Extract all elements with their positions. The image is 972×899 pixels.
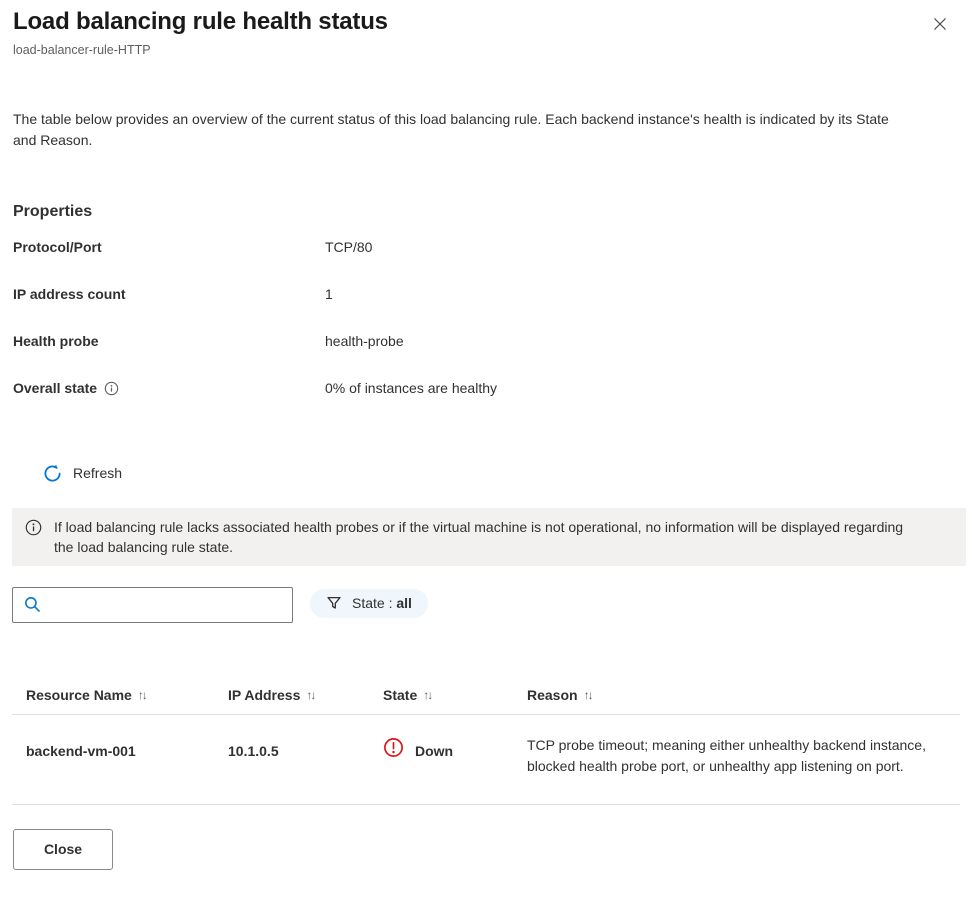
error-state-icon xyxy=(383,737,404,758)
sort-icon: ↑↓ xyxy=(583,688,592,702)
sort-icon: ↑↓ xyxy=(137,688,146,702)
property-row-overall-state xyxy=(13,380,960,401)
filter-toolbar xyxy=(12,587,960,623)
search-box xyxy=(12,587,293,623)
panel-header xyxy=(0,0,972,57)
property-value: 1 xyxy=(325,286,333,302)
property-value: TCP/80 xyxy=(325,239,373,255)
state-filter-prefix: State : xyxy=(352,595,397,611)
page-title: Load balancing rule health status xyxy=(13,8,388,35)
property-label: Health probe xyxy=(13,333,99,349)
reason-cell: TCP probe timeout; meaning either unhealthy backend instance, blocked health probe port, or unhealthy app listening on port. xyxy=(527,736,926,774)
sort-icon: ↑↓ xyxy=(423,688,432,702)
info-banner xyxy=(12,508,966,566)
properties-heading: Properties xyxy=(13,203,93,220)
refresh-icon xyxy=(43,464,62,483)
state-cell xyxy=(383,735,527,777)
column-header-resource-name[interactable]: Resource Name ↑↓ xyxy=(26,687,146,703)
search-icon xyxy=(23,595,42,614)
backend-health-table xyxy=(12,677,960,805)
property-label: Protocol/Port xyxy=(13,239,102,255)
description-text: The table below provides an overview of the current status of this load balancing rule. Each backend instance's health is indicated by its State and Reason. xyxy=(13,111,889,148)
ip-address-cell: 10.1.0.5 xyxy=(228,742,279,759)
info-tooltip-icon[interactable] xyxy=(104,381,119,396)
property-label: Overall state xyxy=(13,380,98,396)
filter-funnel-icon xyxy=(326,595,342,611)
column-header-state[interactable]: State ↑↓ xyxy=(383,687,432,703)
table-row xyxy=(12,715,960,805)
column-header-ip-address[interactable]: IP Address ↑↓ xyxy=(228,687,315,703)
page-subtitle: load-balancer-rule-HTTP xyxy=(13,43,151,57)
refresh-label: Refresh xyxy=(73,465,123,481)
panel-footer xyxy=(13,829,960,870)
column-header-reason[interactable]: Reason ↑↓ xyxy=(527,687,592,703)
state-filter-pill[interactable] xyxy=(310,589,428,618)
properties-list xyxy=(13,239,960,401)
refresh-button[interactable] xyxy=(43,463,122,483)
search-input[interactable] xyxy=(50,588,292,622)
close-panel-button[interactable] xyxy=(929,13,951,35)
info-banner-text: If load balancing rule lacks associated health probes or if the virtual machine is not operational, no information will be displayed regarding the load balancing rule state. xyxy=(54,518,904,555)
state-filter-value: all xyxy=(396,595,412,611)
close-icon xyxy=(932,16,948,32)
close-button[interactable]: Close xyxy=(13,829,113,870)
state-label: Down xyxy=(415,742,454,759)
property-row-ip-address-count xyxy=(13,286,960,307)
property-label: IP address count xyxy=(13,286,126,302)
property-row-protocol-port xyxy=(13,239,960,260)
property-value: 0% of instances are healthy xyxy=(325,380,497,396)
property-row-health-probe xyxy=(13,333,960,354)
resource-name-cell: backend-vm-001 xyxy=(26,742,136,759)
property-value: health-probe xyxy=(325,333,404,349)
table-header-row xyxy=(12,677,960,715)
sort-icon: ↑↓ xyxy=(306,688,315,702)
info-icon xyxy=(25,519,42,536)
